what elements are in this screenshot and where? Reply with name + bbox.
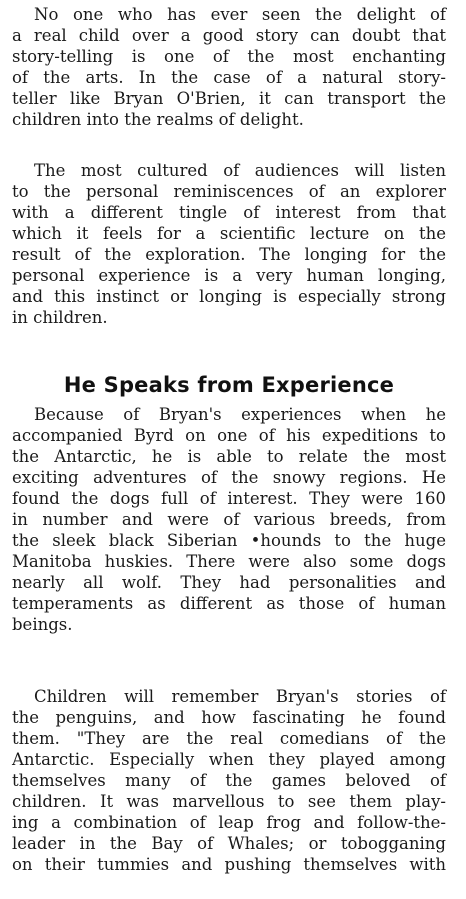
text-line: of the arts. In the case of a natural story-: [12, 68, 446, 87]
text-line: themselves many of the games beloved of: [12, 771, 446, 790]
text-line: leader in the Bay of Whales; or tobogganing: [12, 834, 446, 853]
text-line: beings.: [12, 615, 73, 634]
text-line: in children.: [12, 308, 108, 327]
text-line: and this instinct or longing is especially strong: [12, 287, 446, 306]
text-line: the penguins, and how fascinating he found: [12, 708, 446, 727]
text-line: ing a combination of leap frog and follow-the-: [12, 813, 446, 832]
paragraph-3: [12, 404, 446, 635]
text-line: with a different tingle of interest from that: [12, 203, 446, 222]
paragraph-2: [12, 160, 446, 328]
text-line: Children will remember Bryan's stories of: [34, 687, 446, 706]
text-line: which it feels for a scientific lecture on the: [12, 224, 446, 243]
text-line: accompanied Byrd on one of his expeditions to: [12, 426, 446, 445]
paragraph-4: [12, 686, 446, 875]
text-line: temperaments as different as those of human: [12, 594, 446, 613]
text-line: found the dogs full of interest. They were 160: [12, 489, 446, 508]
text-line: the Antarctic, he is able to relate the most: [12, 447, 446, 466]
text-line: in number and were of various breeds, from: [12, 510, 446, 529]
text-line: personal experience is a very human longing,: [12, 266, 446, 285]
text-line: story-telling is one of the most enchanting: [12, 47, 446, 66]
text-line: children. It was marvellous to see them play-: [12, 792, 446, 811]
text-line: Manitoba huskies. There were also some dogs: [12, 552, 446, 571]
text-line: on their tummies and pushing themselves with: [12, 855, 446, 874]
paragraph-1: [12, 4, 446, 130]
text-line: exciting adventures of the snowy regions. He: [12, 468, 446, 487]
text-line: Antarctic. Especially when they played among: [12, 750, 446, 769]
text-line: Because of Bryan's experiences when he: [34, 405, 446, 424]
text-line: nearly all wolf. They had personalities and: [12, 573, 446, 592]
text-line: teller like Bryan O'Brien, it can transport the: [12, 89, 446, 108]
text-line: children into the realms of delight.: [12, 110, 304, 129]
text-line: the sleek black Siberian •hounds to the huge: [12, 531, 446, 550]
text-line: result of the exploration. The longing for the: [12, 245, 446, 264]
text-line: No one who has ever seen the delight of: [34, 5, 446, 24]
text-line: them. "They are the real comedians of the: [12, 729, 446, 748]
text-line: a real child over a good story can doubt that: [12, 26, 446, 45]
section-heading: He Speaks from Experience: [63, 373, 395, 397]
text-line: The most cultured of audiences will listen: [34, 161, 446, 180]
text-line: to the personal reminiscences of an explorer: [12, 182, 446, 201]
